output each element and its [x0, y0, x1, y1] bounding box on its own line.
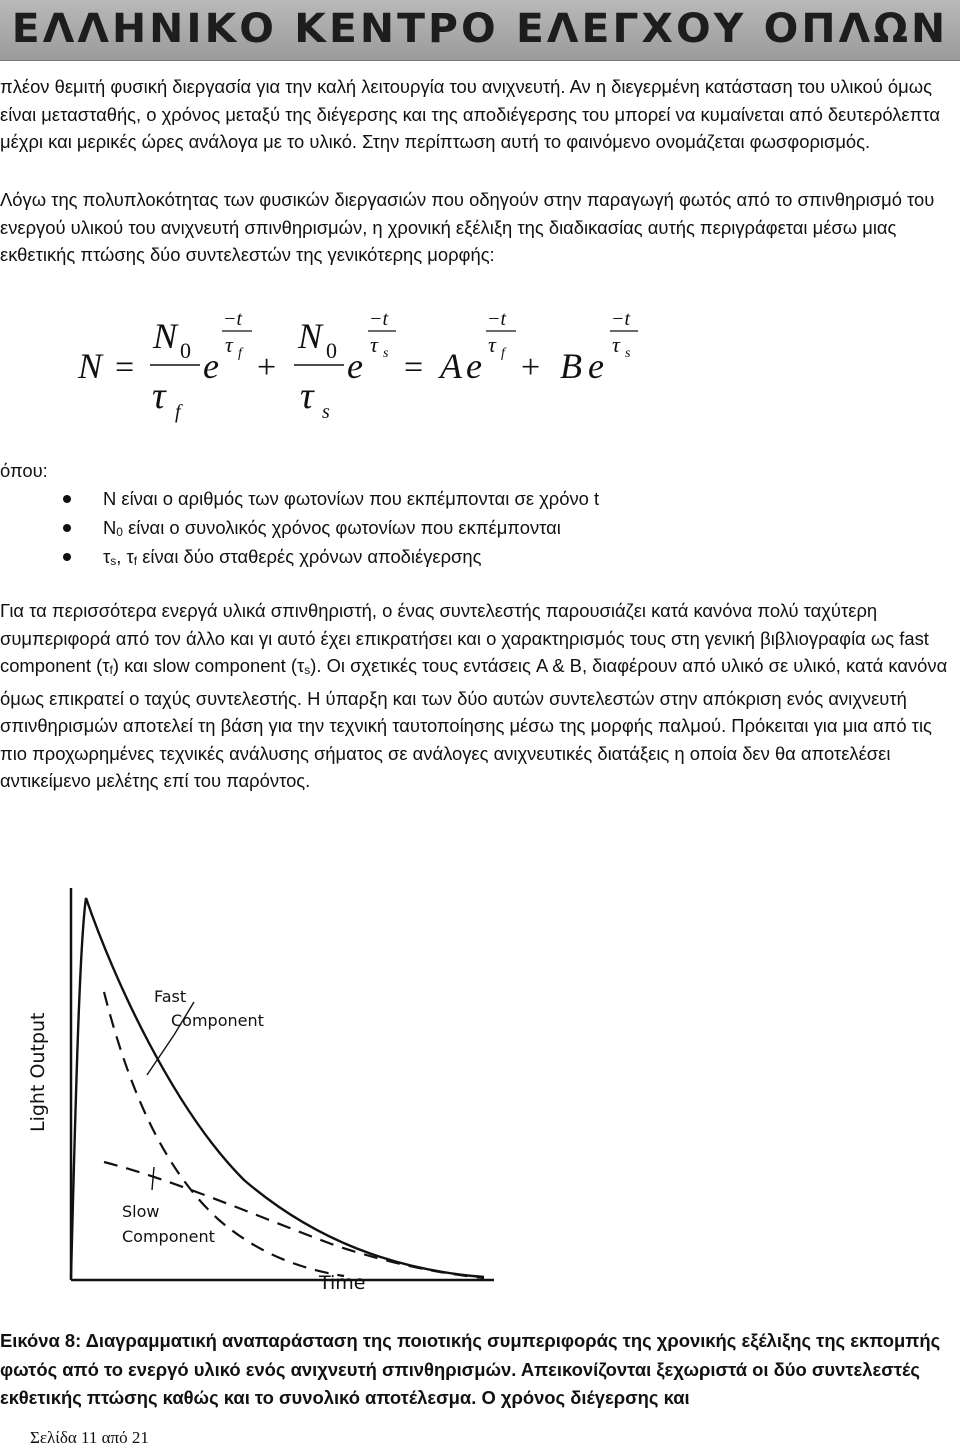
fast-label: Fast	[154, 987, 187, 1006]
eq-exp-tau-4: τ	[612, 332, 620, 357]
eq-exp-t-2: −t	[369, 308, 389, 330]
eq-e-1: e	[203, 346, 219, 386]
list-item: N είναι ο αριθμός των φωτονίων που εκπέμπονται σε χρόνο t	[60, 484, 599, 513]
paragraph-components: Για τα περισσότερα ενεργά υλικά σπινθηριστή, ο ένας συντελεστής παρουσιάζει κατά κανόνα πολύ ταχύτερη συμπεριφορά από τον άλλο και γι αυτό έχει επικρατήσει και ο χαρακτηρισμός τους στη γενική βιβλιογραφία ως fast component (τf) και slow component (τs). Οι σχετικές τους εντάσεις A & B, διαφέρουν από υλικό σε υλικό, κατά κανόνα όμως επικρατεί ο ταχύς συντελεστής. Η ύπαρξη και των δύο αυτών συντελεστών στην απόκριση ενός ανιχνευτή σπινθηρισμών αποτελεί τη βάση για την τεχνική ταυτοποίησης μέσω της μορφής παλμού. Πρόκειται για μια από τις πιο προχωρημένες τεχνικές ανάλυσης σήματος σε ανάλογες ανιχνευτικές διατάξεις η οποία δεν θα αποτελέσει αντικείμενο μελέτης επί του παρόντος.	[0, 600, 948, 791]
eq-exp-s-4: s	[625, 346, 631, 361]
eq-exp-t-4: −t	[611, 308, 631, 330]
eq-e-4: e	[588, 346, 604, 386]
slow-component-label: Component	[122, 1227, 215, 1246]
eq-exp-f-1: f	[238, 346, 242, 361]
eq-N0-numerator-2: N	[298, 316, 323, 356]
total-output-curve	[71, 898, 484, 1278]
eq-N0-numerator-1: N	[153, 316, 178, 356]
decay-equation	[0, 290, 960, 440]
paragraph-decay-intro: Λόγω της πολυπλοκότητας των φυσικών διεργασιών που οδηγούν στην παραγωγή φωτός από το σπινθηρισμό του ενεργού υλικού του ανιχνευτή σπινθηρισμών, η χρονική εξέλιξη της διαδικασίας αυτής περιγράφεται μέσω μιας εκθετικής πτώσης δύο συντελεστών της γενικότερης μορφής:	[0, 189, 935, 265]
paragraph-phosphorescence: πλέον θεμιτή φυσική διεργασία για την καλή λειτουργία του ανιχνευτή. Αν η διεγερμένη κατάσταση του υλικού όμως είναι μετασταθής, ο χρόνος μεταξύ της διέγερσης και της αποδιέγερσης του μπορεί να κυμαίνεται από δευτερόλεπτα μέχρι και μερικές ώρες ανάλογα με το υλικό. Στην περίπτωση αυτή το φαινόμενο ονομάζεται φωσφορισμός.	[0, 76, 940, 152]
caption-text: Διαγραμματική αναπαράσταση της ποιοτικής συμπεριφοράς της χρονικής εξέλιξης της εκπομπής φωτός από το ενεργό υλικό ενός ανιχνευτή σπινθηρισμών. Απεικονίζονται ξεχωριστά οι δύο συντελεστές εκθετικής πτώσης καθώς και το συνολικό αποτέλεσμα. Ο χρόνος διέγερσης και	[0, 1330, 941, 1408]
eq-e-2: e	[347, 346, 363, 386]
document-header	[0, 0, 960, 61]
eq-plus-2: +	[521, 349, 541, 386]
eq-exp-t-3: −t	[487, 308, 507, 330]
slow-leader-line	[152, 1167, 154, 1190]
list-item: N0 είναι ο συνολικός χρόνος φωτονίων που εκπέμπονται	[60, 513, 599, 542]
eq-zero-2: 0	[326, 338, 337, 363]
where-label: όπου:	[0, 460, 48, 481]
eq-N: N	[78, 346, 103, 386]
x-axis-label: Time	[319, 1272, 366, 1294]
fast-leader-line	[147, 1035, 174, 1075]
fast-component-label: Component	[171, 1011, 264, 1030]
eq-tau-s-denominator: τ	[300, 375, 314, 417]
y-axis-label: Light Output	[27, 1012, 49, 1132]
figure-caption	[0, 1327, 950, 1413]
eq-tau-f-denominator: τ	[152, 375, 166, 417]
list-item: τs, τf είναι δύο σταθερές χρόνων αποδιέγερσης	[60, 542, 599, 571]
eq-exp-tau-2: τ	[370, 332, 378, 357]
definitions-list	[60, 484, 599, 571]
eq-B: B	[560, 346, 582, 386]
eq-A: A	[440, 346, 462, 386]
slow-component-curve	[104, 1162, 484, 1278]
header-title: ΕΛΛΗΝΙΚΟ ΚΕΝΤΡΟ ΕΛΕΓΧΟΥ ΟΠΛΩΝ	[11, 6, 949, 52]
eq-exp-s-2: s	[383, 346, 389, 361]
eq-exp-tau-3: τ	[488, 332, 496, 357]
caption-label: Εικόνα 8:	[0, 1330, 82, 1351]
eq-plus-1: +	[257, 349, 277, 386]
eq-exp-t-1: −t	[223, 308, 243, 330]
eq-f-sub-1: f	[175, 401, 181, 423]
eq-exp-f-3: f	[501, 346, 505, 361]
eq-exp-tau-1: τ	[225, 332, 233, 357]
eq-equals-2: =	[404, 349, 424, 386]
eq-zero-1: 0	[180, 338, 191, 363]
eq-equals-1: =	[115, 349, 135, 386]
slow-label: Slow	[122, 1202, 160, 1221]
eq-s-sub-1: s	[322, 401, 330, 423]
page-number: Σελίδα 11 από 21	[30, 1428, 149, 1447]
eq-e-3: e	[466, 346, 482, 386]
light-output-diagram	[14, 880, 514, 1300]
